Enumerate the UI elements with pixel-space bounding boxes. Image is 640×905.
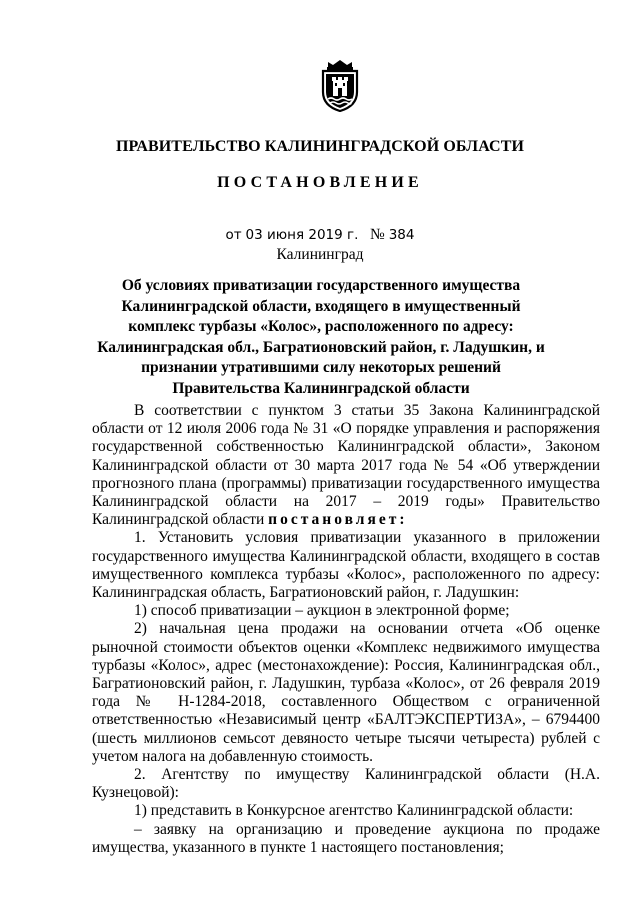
intro-text: В соответствии с пунктом 3 статьи 35 Закона Калининградской области от 12 июля 2006 года № 31 «О порядке управления и распоряжения государственной собственностью Калининградской области», Законом Калининградской области от 30 марта 2017 года № 54 «Об утверждении прогнозного плана (программы) приватизации государственного имущества Калининградской области на 2017 – 2019 годы» Правительство Калининградской области: [92, 402, 600, 529]
document-number: 384: [388, 227, 415, 243]
intro-paragraph: [92, 402, 600, 529]
government-name: ПРАВИТЕЛЬСТВО КАЛИНИНГРАДСКОЙ ОБЛАСТИ: [115, 138, 525, 155]
number-sign: №: [370, 226, 385, 243]
kaliningrad-coat-of-arms-icon: [318, 58, 362, 112]
document-type: ПОСТАНОВЛЕНИЕ: [217, 174, 423, 191]
paragraph-2-1-a: – заявку на организацию и проведение аукциона по продаже имущества, указанного в пункте 1 настоящего постановления;: [92, 820, 600, 856]
document-date: 03 июня 2019 г.: [245, 227, 359, 243]
resolves-keyword: постановляет:: [268, 511, 408, 529]
paragraph-1: 1. Установить условия приватизации указанного в приложении государственного имущества Калининградской области, входящего в состав имущественного комплекса турбазы «Колос», расположенного по адресу: Калининградская область, Багратионовский район, г. Ладушкин:: [92, 529, 600, 602]
date-prefix: от: [225, 227, 242, 243]
paragraph-1-2: 2) начальная цена продажи на основании отчета «Об оценке рыночной стоимости объектов оценки «Комплекс недвижимого имущества турбазы «Колос», адрес (местонахождение): Россия, Калининградская обл., Багратионовский район, г. Ладушкин, турбаза «Колос», от 26 февраля 2019 года № Н-1284-2018, составленного Обществом с ограниченной ответственностью «Независимый центр «БАЛТЭКСПЕРТИЗА», – 6794400 (шесть миллионов семьсот девяносто четыре тысячи четыреста) рублей с учетом налога на добавленную стоимость.: [92, 620, 600, 765]
paragraph-2-1: 1) представить в Конкурсное агентство Калининградской области:: [134, 802, 574, 820]
paragraph-2: 2. Агентству по имуществу Калининградской области (Н.А. Кузнецовой):: [92, 766, 600, 802]
document-title: Об условиях приватизации государственного имущества Калининградской области, входящего в имущественный комплекс турбазы «Колос», расположенного по адресу: Калининградская обл., Багратионовский район, г. Ладушкин, и признании утратившими силу некоторых решений Правительства Калининградской области: [97, 277, 545, 397]
date-number-line: [0, 226, 640, 244]
paragraph-1-1: 1) способ приватизации – аукцион в электронной форме;: [134, 602, 510, 620]
document-body: [92, 402, 600, 857]
city: Калининград: [276, 246, 364, 263]
